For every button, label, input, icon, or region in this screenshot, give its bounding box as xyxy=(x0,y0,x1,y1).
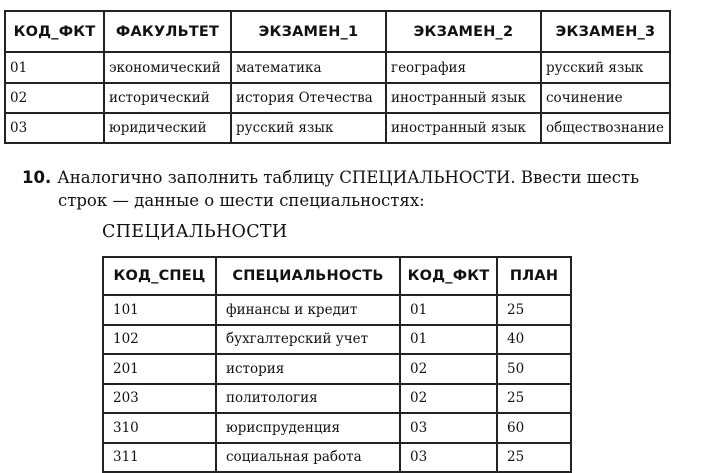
table-cell: 25 xyxy=(497,443,571,473)
column-header: ЭКЗАМЕН_3 xyxy=(541,11,670,52)
table-cell: 203 xyxy=(103,384,216,414)
table-cell: 60 xyxy=(497,413,571,443)
table-row xyxy=(103,384,571,414)
table-cell: обществознание xyxy=(541,113,670,143)
specialties-table xyxy=(102,256,572,473)
table-cell: иностранный язык xyxy=(386,113,541,143)
table-cell: финансы и кредит xyxy=(216,295,400,325)
table-header-row xyxy=(103,257,571,295)
task-text xyxy=(22,166,639,212)
table-cell: география xyxy=(386,52,541,83)
table-cell: бухгалтерский учет xyxy=(216,325,400,355)
column-header: КОД_ФКТ xyxy=(400,257,497,295)
table-cell: социальная работа xyxy=(216,443,400,473)
table-cell: 01 xyxy=(400,295,497,325)
table-cell: 02 xyxy=(400,384,497,414)
table-cell: 02 xyxy=(5,83,104,113)
column-header: ЭКЗАМЕН_1 xyxy=(231,11,386,52)
table-cell: 03 xyxy=(400,443,497,473)
table-cell: 102 xyxy=(103,325,216,355)
table-cell: русский язык xyxy=(541,52,670,83)
table-cell: 311 xyxy=(103,443,216,473)
column-header: СПЕЦИАЛЬНОСТЬ xyxy=(216,257,400,295)
column-header: КОД_СПЕЦ xyxy=(103,257,216,295)
table-cell: 01 xyxy=(400,325,497,355)
table-cell: 03 xyxy=(400,413,497,443)
table-cell: 201 xyxy=(103,354,216,384)
table-cell: 25 xyxy=(497,384,571,414)
table-row xyxy=(103,295,571,325)
table-row xyxy=(103,325,571,355)
table-row xyxy=(5,52,670,83)
task-number: 10. xyxy=(22,168,52,187)
column-header: КОД_ФКТ xyxy=(5,11,104,52)
table-header-row xyxy=(5,11,670,52)
table-row xyxy=(103,443,571,473)
column-header: ЭКЗАМЕН_2 xyxy=(386,11,541,52)
table-cell: 25 xyxy=(497,295,571,325)
table-cell: 01 xyxy=(5,52,104,83)
task-line-1: Аналогично заполнить таблицу СПЕЦИАЛЬНОСТИ. Ввести шесть xyxy=(57,168,640,187)
table-row xyxy=(103,354,571,384)
table-row xyxy=(5,83,670,113)
table-cell: математика xyxy=(231,52,386,83)
table-cell: иностранный язык xyxy=(386,83,541,113)
table-cell: 02 xyxy=(400,354,497,384)
table-cell: русский язык xyxy=(231,113,386,143)
task-line-2: строк — данные о шести специальностях: xyxy=(58,191,425,210)
table-cell: 310 xyxy=(103,413,216,443)
table-cell: 40 xyxy=(497,325,571,355)
table-cell: политология xyxy=(216,384,400,414)
table-cell: 03 xyxy=(5,113,104,143)
table-cell: исторический xyxy=(104,83,231,113)
table-row xyxy=(103,413,571,443)
table-cell: 50 xyxy=(497,354,571,384)
table-cell: 101 xyxy=(103,295,216,325)
table-row xyxy=(5,113,670,143)
table-caption: СПЕЦИАЛЬНОСТИ xyxy=(102,222,288,242)
column-header: ФАКУЛЬТЕТ xyxy=(104,11,231,52)
table-cell: сочинение xyxy=(541,83,670,113)
table-cell: юриспруденция xyxy=(216,413,400,443)
table-cell: история Отечества xyxy=(231,83,386,113)
column-header: ПЛАН xyxy=(497,257,571,295)
faculties-table xyxy=(4,10,671,144)
table-cell: история xyxy=(216,354,400,384)
table-cell: экономический xyxy=(104,52,231,83)
table-cell: юридический xyxy=(104,113,231,143)
